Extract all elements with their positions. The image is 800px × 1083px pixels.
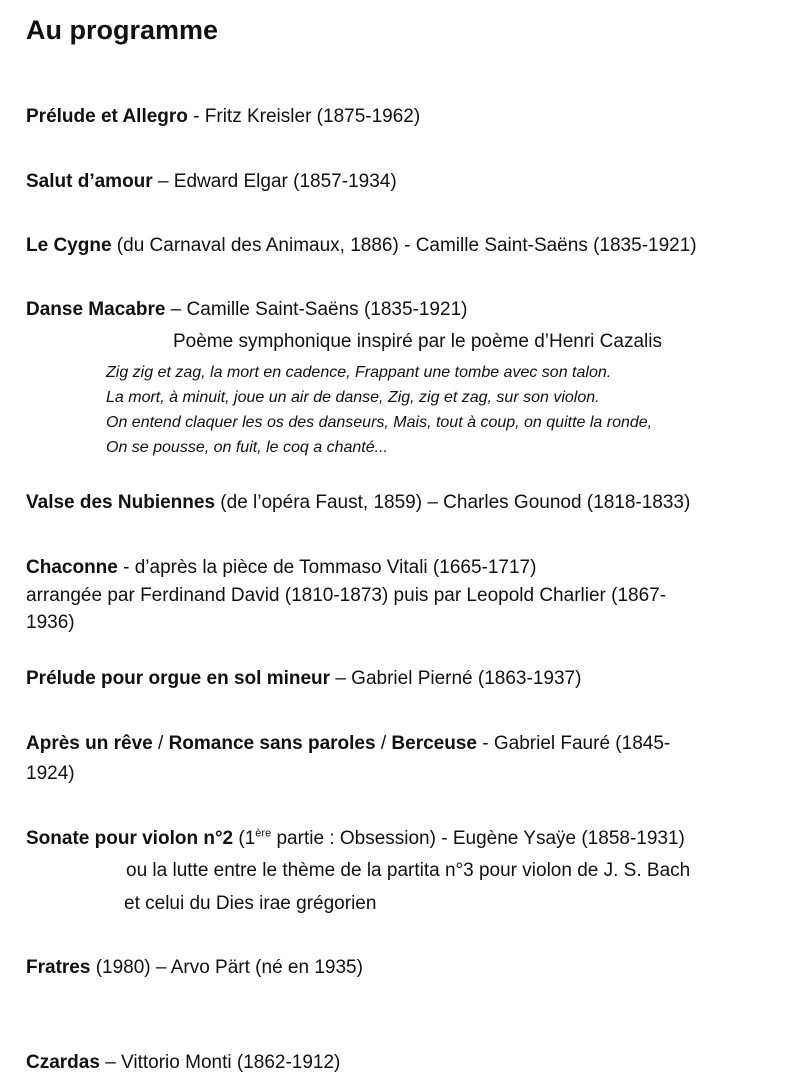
work-subtitle: Poème symphonique inspiré par le poème d’Henri Cazalis (173, 331, 662, 352)
work-title: Prélude pour orgue en sol mineur (26, 668, 331, 689)
program-item (26, 104, 420, 130)
composer-info: – Gabriel Pierné (1863-1937) (330, 668, 582, 689)
composer-info: – Vittorio Monti (1862-1912) (99, 1052, 341, 1073)
composer-info: (du Carnaval des Animaux, 1886) - Camille Saint-Saëns (1835-1921) (111, 235, 697, 256)
work-title: Chaconne (26, 557, 118, 578)
program-item (26, 555, 536, 581)
composer-info: - Gabriel Fauré (1845- (476, 733, 671, 754)
program-item (26, 666, 581, 692)
program-item (26, 955, 363, 981)
work-title: Romance sans paroles (168, 733, 376, 754)
separator: / (375, 733, 392, 754)
work-title: Le Cygne (26, 235, 112, 256)
program-item (26, 1050, 340, 1076)
composer-info: - Fritz Kreisler (1875-1962) (187, 106, 421, 127)
work-title: Berceuse (391, 733, 477, 754)
program-item (26, 297, 467, 323)
work-title: Après un rêve (26, 733, 153, 754)
poem-line: La mort, à minuit, joue un air de danse, Zig, zig et zag, sur son violon. (106, 389, 600, 406)
composer-info: - d’après la pièce de Tommaso Vitali (1665-1717) (117, 557, 537, 578)
work-title: Czardas (26, 1052, 100, 1073)
work-title: Valse des Nubiennes (26, 492, 216, 513)
separator: / (152, 733, 169, 754)
work-title: Danse Macabre (26, 299, 166, 320)
poem-line: On entend claquer les os des danseurs, Mais, tout à coup, on quitte la ronde, (106, 414, 653, 431)
program-item (26, 490, 690, 516)
composer-info: (de l’opéra Faust, 1859) – Charles Gounod (1818-1833) (215, 492, 691, 513)
page-title: Au programme (26, 15, 219, 45)
program-item (26, 233, 697, 259)
work-detail: ou la lutte entre le thème de la partita n°3 pour violon de J. S. Bach (126, 860, 691, 881)
work-title: Prélude et Allegro (26, 106, 188, 127)
work-detail: et celui du Dies irae grégorien (124, 893, 377, 914)
work-part: (1 (233, 828, 256, 849)
composer-info: partie : Obsession) - Eugène Ysaÿe (1858-1931) (271, 828, 685, 849)
work-detail: 1924) (26, 763, 75, 784)
work-title: Salut d’amour (26, 171, 153, 192)
composer-info: (1980) – Arvo Pärt (né en 1935) (90, 957, 363, 978)
poem-line: Zig zig et zag, la mort en cadence, Frappant une tombe avec son talon. (106, 364, 612, 381)
program-item (26, 826, 685, 852)
composer-info: – Edward Elgar (1857-1934) (152, 171, 397, 192)
work-detail: 1936) (26, 612, 75, 633)
composer-info: – Camille Saint-Saëns (1835-1921) (165, 299, 468, 320)
work-title: Sonate pour violon n°2 (26, 828, 234, 849)
program-item (26, 731, 670, 757)
program-item (26, 169, 397, 195)
work-title: Fratres (26, 957, 91, 978)
work-detail: arrangée par Ferdinand David (1810-1873) puis par Leopold Charlier (1867- (26, 585, 667, 606)
poem-line: On se pousse, on fuit, le coq a chanté... (106, 439, 388, 456)
superscript: ère (255, 827, 272, 840)
